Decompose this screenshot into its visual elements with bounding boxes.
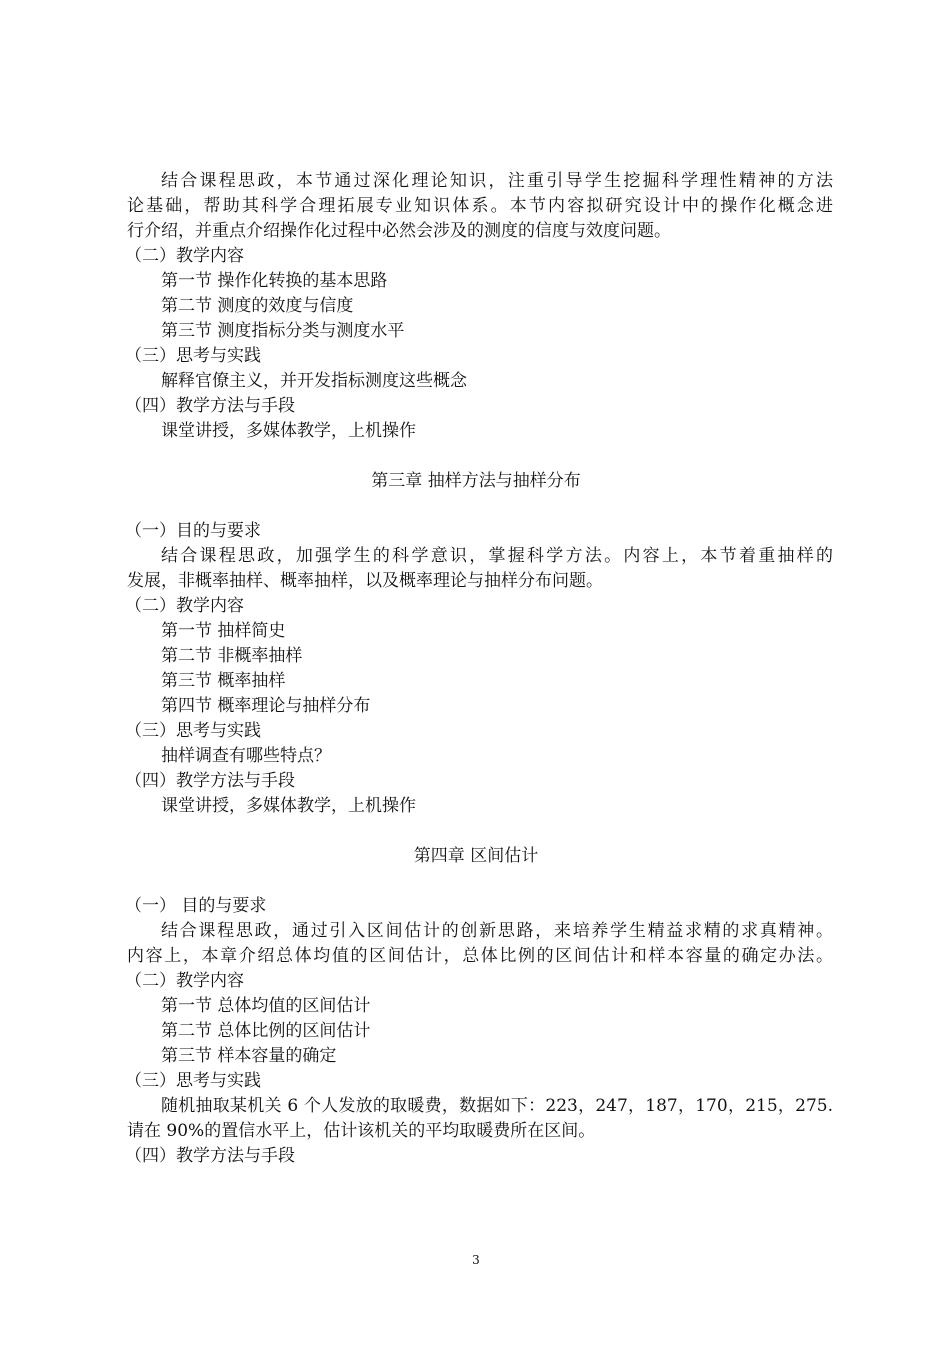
- sec2-section-1: 第一节 操作化转换的基本思路: [161, 271, 388, 291]
- ch3-section-1: 第一节 抽样简史: [161, 621, 286, 641]
- sec2-content-heading: （二）教学内容: [125, 246, 244, 266]
- ch3-practice-text: 抽样调查有哪些特点？: [161, 746, 331, 766]
- ch3-goal-line-2: 发展，非概率抽样、概率抽样，以及概率理论与抽样分布问题。: [127, 571, 603, 591]
- sec2-intro-line-1: 结合课程思政，本节通过深化理论知识，注重引导学生挖掘科学理性精神的方法: [161, 171, 833, 191]
- sec2-method-text: 课堂讲授，多媒体教学，上机操作: [161, 421, 416, 441]
- sec2-section-2: 第二节 测度的效度与信度: [161, 296, 354, 316]
- ch3-section-2: 第二节 非概率抽样: [161, 646, 303, 666]
- ch4-section-1: 第一节 总体均值的区间估计: [161, 996, 371, 1016]
- ch4-goal-line-2: 内容上，本章介绍总体均值的区间估计，总体比例的区间估计和样本容量的确定办法。: [127, 946, 833, 966]
- chapter-3-title: 第三章 抽样方法与抽样分布: [371, 471, 581, 491]
- ch3-goal-line-1: 结合课程思政，加强学生的科学意识，掌握科学方法。内容上，本节着重抽样的: [161, 546, 833, 566]
- ch4-goal-line-1: 结合课程思政，通过引入区间估计的创新思路，来培养学生精益求精的求真精神。: [161, 921, 833, 941]
- ch3-method-text: 课堂讲授，多媒体教学，上机操作: [161, 796, 416, 816]
- page-number: 3: [472, 1253, 480, 1267]
- ch3-section-3: 第三节 概率抽样: [161, 671, 286, 691]
- sec2-practice-text: 解释官僚主义，并开发指标测度这些概念: [161, 371, 467, 391]
- chapter-4-title: 第四章 区间估计: [413, 846, 539, 866]
- ch4-practice-heading: （三）思考与实践: [125, 1071, 261, 1091]
- ch4-section-2: 第二节 总体比例的区间估计: [161, 1021, 371, 1041]
- sec2-practice-heading: （三）思考与实践: [125, 346, 261, 366]
- ch3-content-heading: （二）教学内容: [125, 596, 244, 616]
- ch3-practice-heading: （三）思考与实践: [125, 721, 261, 741]
- sec2-section-3: 第三节 测度指标分类与测度水平: [161, 321, 405, 341]
- ch4-content-heading: （二）教学内容: [125, 971, 244, 991]
- ch3-method-heading: （四）教学方法与手段: [125, 771, 295, 791]
- ch4-practice-line-1: 随机抽取某机关 6 个人发放的取暖费，数据如下：223，247，187，170，215，275.: [161, 1096, 833, 1116]
- sec2-method-heading: （四）教学方法与手段: [125, 396, 295, 416]
- ch4-goal-heading: （一） 目的与要求: [125, 896, 267, 916]
- ch4-section-3: 第三节 样本容量的确定: [161, 1046, 337, 1066]
- ch3-section-4: 第四节 概率理论与抽样分布: [161, 696, 371, 716]
- ch4-method-heading: （四）教学方法与手段: [125, 1146, 295, 1166]
- sec2-intro-line-3: 行介绍，并重点介绍操作化过程中必然会涉及的测度的信度与效度问题。: [127, 221, 671, 241]
- sec2-intro-line-2: 论基础，帮助其科学合理拓展专业知识体系。本节内容拟研究设计中的操作化概念进: [127, 196, 833, 216]
- ch3-goal-heading: （一）目的与要求: [125, 521, 261, 541]
- ch4-practice-line-2: 请在 90%的置信水平上，估计该机关的平均取暖费所在区间。: [127, 1121, 596, 1141]
